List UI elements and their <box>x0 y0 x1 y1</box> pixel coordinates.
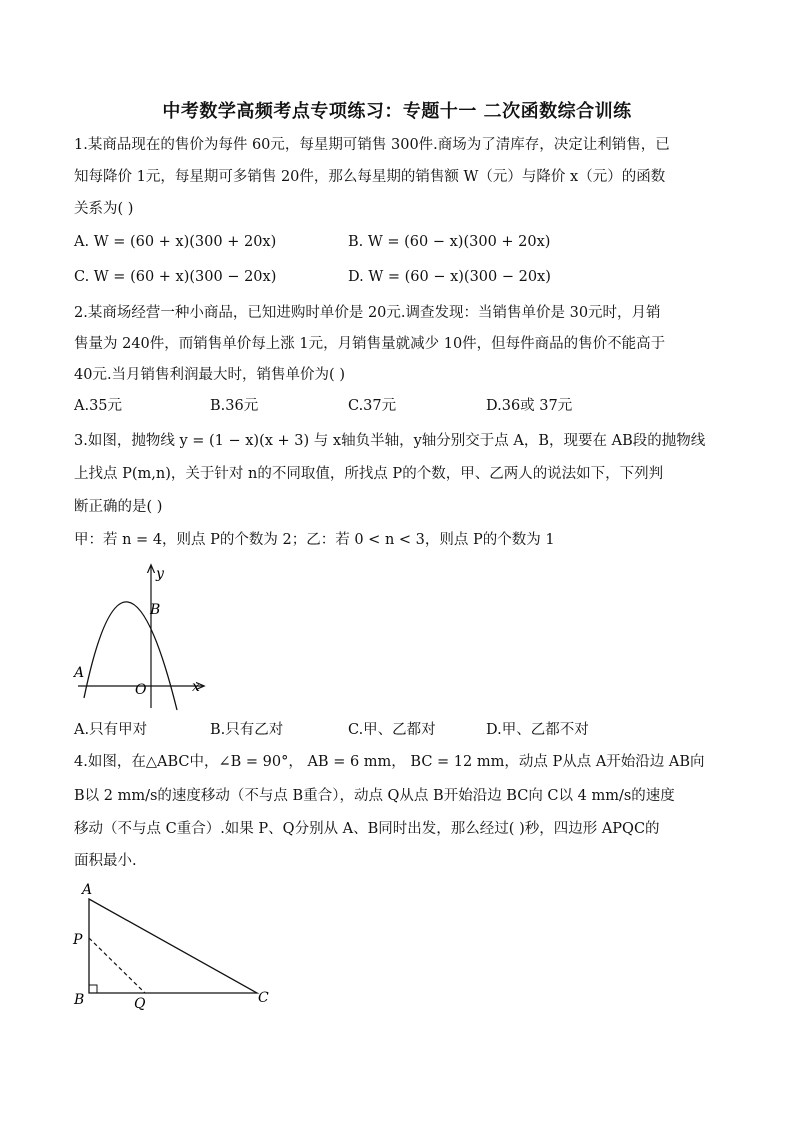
q4-line-1: 4.如图，在△ABC中，∠B = 90°， AB = 6 mm， BC = 12 mm，动点 P从点 A开始沿边 AB向 <box>74 754 705 770</box>
q3-line-1: 3.如图，抛物线 y = (1 − x)(x + 3) 与 x轴负半轴，y轴分别交于点 A，B，现要在 AB段的抛物线 <box>74 433 706 449</box>
q3-option-d: D.甲、乙都不对 <box>486 722 589 738</box>
q1-option-c: C. W = (60 + x)(300 − 20x) <box>74 269 277 285</box>
page-title: 中考数学高频考点专项练习：专题十一 二次函数综合训练 <box>162 101 632 122</box>
q3-line-4: 甲：若 n = 4，则点 P的个数为 2；乙：若 0 < n < 3，则点 P的个数为 1 <box>74 532 555 548</box>
point-b-label: B <box>150 602 161 618</box>
q2-option-b: B.36元 <box>210 398 259 414</box>
triangle-abc <box>89 899 257 993</box>
q1-line-1: 1.某商品现在的售价为每件 60元，每星期可销售 300件.商场为了清库存，决定让利销售，已 <box>74 137 670 153</box>
q3-option-a: A.只有甲对 <box>74 722 148 738</box>
q2-option-a: A.35元 <box>74 398 123 414</box>
q4-line-3: 移动（不与点 C重合）.如果 P、Q分别从 A、B同时出发，那么经过( )秒，四边形 APQC的 <box>74 821 660 837</box>
q4-triangle-figure <box>70 878 280 1013</box>
q1-option-b: B. W = (60 − x)(300 + 20x) <box>348 234 551 250</box>
point-c-label: C <box>258 990 269 1006</box>
q2-option-c: C.37元 <box>348 398 397 414</box>
origin-label: O <box>135 682 147 698</box>
parabola-curve <box>84 602 177 710</box>
q3-line-3: 断正确的是( ) <box>74 499 163 515</box>
x-axis-label: x <box>192 679 200 695</box>
right-angle-mark <box>89 985 97 993</box>
q2-line-2: 售量为 240件，而销售单价每上涨 1元，月销售量就减少 10件，但每件商品的售价不能高于 <box>74 336 666 352</box>
q3-parabola-figure <box>70 560 220 715</box>
q4-line-4: 面积最小. <box>74 853 137 869</box>
point-a-label: A <box>82 882 93 898</box>
q1-line-2: 知每降价 1元，每星期可多销售 20件，那么每星期的销售额 W（元）与降价 x（元）的函数 <box>74 169 666 185</box>
q4-line-2: B以 2 mm/s的速度移动（不与点 B重合），动点 Q从点 B开始沿边 BC向 C以 4 mm/s的速度 <box>74 788 675 804</box>
q1-option-d: D. W = (60 − x)(300 − 20x) <box>348 269 551 285</box>
q3-line-2: 上找点 P(m,n)，关于针对 n的不同取值，所找点 P的个数，甲、乙两人的说法如下，下列判 <box>74 466 664 482</box>
q1-line-3: 关系为( ) <box>74 201 134 217</box>
q2-line-3: 40元.当月销售利润最大时，销售单价为( ) <box>74 367 345 383</box>
q3-option-b: B.只有乙对 <box>210 722 284 738</box>
point-q-label: Q <box>134 996 146 1012</box>
point-p-label: P <box>73 932 83 948</box>
y-axis-label: y <box>156 566 164 582</box>
q2-line-1: 2.某商场经营一种小商品，已知进购时单价是 20元.调查发现：当销售单价是 30元时，月销 <box>74 305 661 321</box>
point-a-label: A <box>74 665 85 681</box>
point-b-label: B <box>74 992 85 1008</box>
q1-option-a: A. W = (60 + x)(300 + 20x) <box>74 234 277 250</box>
q3-option-c: C.甲、乙都对 <box>348 722 436 738</box>
q2-option-d: D.36或 37元 <box>486 398 573 414</box>
